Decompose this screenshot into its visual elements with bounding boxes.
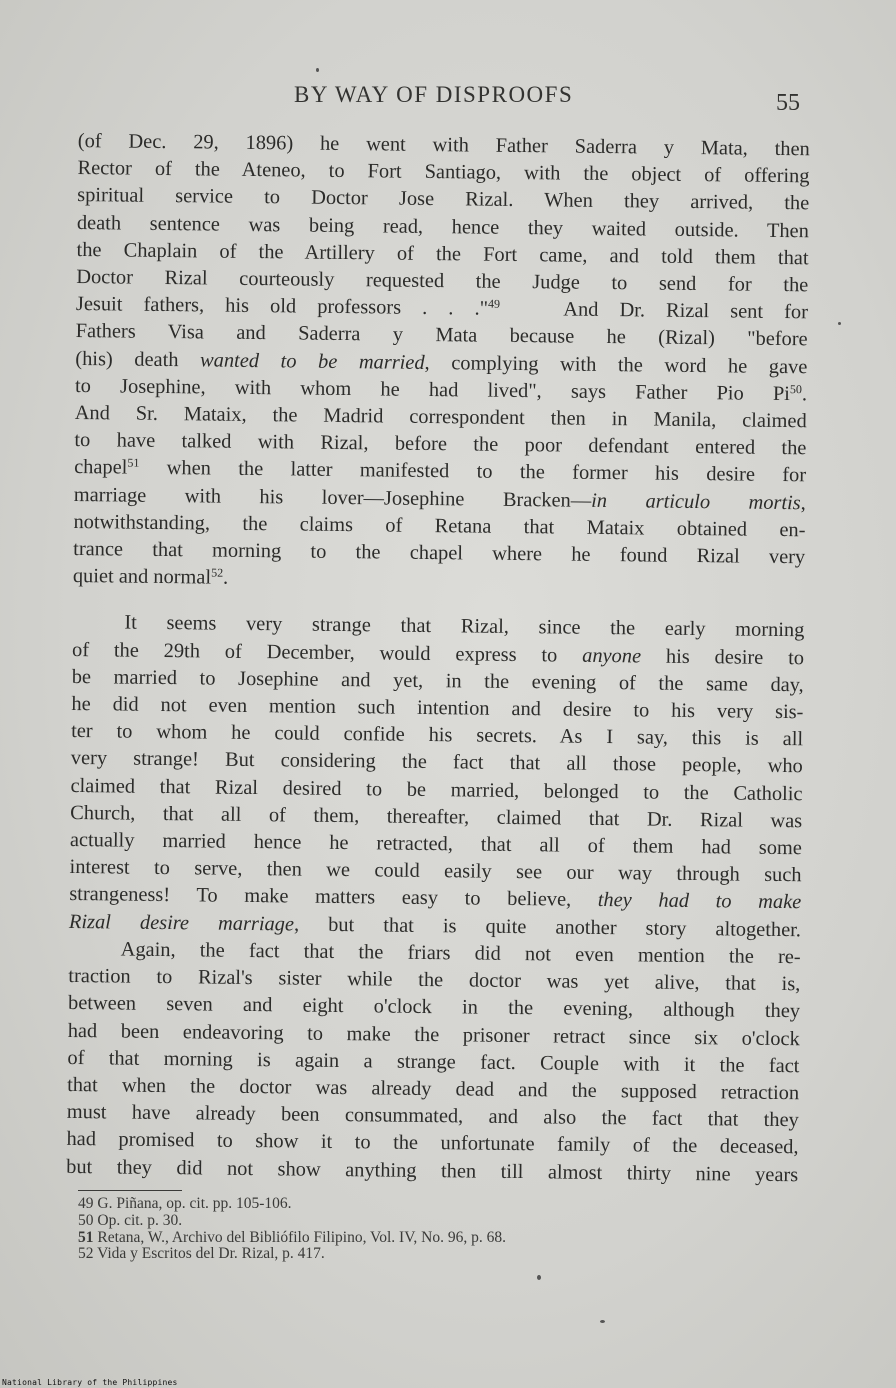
text-line: Again, the fact that the friars did not even mention the re- <box>120 938 801 969</box>
dust-speck <box>537 1275 541 1280</box>
text-line: Rector of the Ateneo, to Fort Santiago, with the object of offering <box>77 157 810 188</box>
text-line: to have talked with Rizal, before the poor defendant entered the <box>74 429 807 460</box>
text-line: must have already been consummated, and also the fact that they <box>66 1101 799 1132</box>
footnote-ref: 49 <box>487 296 501 312</box>
footnotes <box>78 1196 778 1263</box>
running-head: BY WAY OF DISPROOFS <box>294 82 574 107</box>
text-line: Church, that all of them, thereafter, claimed that Dr. Rizal was <box>70 801 803 833</box>
text-line: he did not even mention such intention and desire to his very sis- <box>71 693 804 724</box>
dust-speck <box>838 322 841 325</box>
text-line: Fathers Visa and Saderra y Mata because he (Rizal) "before <box>75 320 808 351</box>
footnote-divider <box>78 1190 182 1191</box>
text-line: but they did not show anything then till almost thirty nine years <box>66 1155 799 1186</box>
footnote-ref: 51 <box>127 456 140 471</box>
text-line: the Chaplain of the Artillery of the Fort came, and told them that <box>76 238 809 270</box>
text-line: (of Dec. 29, 1896) he went with Father Saderra y Mata, then <box>77 129 810 161</box>
text-line: actually married hence he retracted, that all of them had some <box>69 829 802 860</box>
text-line: Rizal desire marriage, but that is quite another story altogether. <box>68 910 802 941</box>
paragraph-2 <box>69 609 805 944</box>
text-line: that when the doctor was already dead and the supposed retraction <box>67 1073 800 1105</box>
text-line: of the 29th of December, would express to anyone his desire to <box>71 638 805 669</box>
text-line: had been endeavoring to make the prisoner retract since six o'clock <box>67 1019 800 1050</box>
body-text <box>66 128 810 1189</box>
text-line: of that morning is again a strange fact. Couple with it the fact <box>67 1046 800 1077</box>
text-line: be married to Josephine and yet, in the evening of the same day, <box>71 665 804 697</box>
text-line: to Josephine, with whom he had lived", says Father Pio Pi$^{50}$. <box>74 374 808 406</box>
footnote-ref: 50 <box>789 381 803 397</box>
footnote-ref: 52 <box>211 565 224 580</box>
text-line: (his) death wanted to be married, complying with the word he gave <box>75 347 808 378</box>
text-line: chapel$^{51}$ when the latter manifested to the former his desire for <box>74 456 807 487</box>
dust-speck <box>600 1320 605 1323</box>
text-line: quiet and normal$^{52}$. <box>72 565 229 589</box>
text-line: And Sr. Mataix, the Madrid correspondent then in Manila, claimed <box>74 402 807 433</box>
text-line: Doctor Rizal courteously requested the Judge to send for the <box>76 266 809 297</box>
dust-speck <box>316 68 319 72</box>
text-line: Jesuit fathers, his old professors . . ."$^{49}$ And Dr. Rizal sent for <box>75 293 809 324</box>
footnote: 49 G. Piñana, op. cit. pp. 105-106. <box>78 1195 292 1212</box>
text-line: death sentence was being read, hence they waited outside. Then <box>76 211 810 242</box>
text-line: notwithstanding, the claims of Retana that Mataix obtained en- <box>73 510 806 542</box>
text-line: very strange! But considering the fact that all those people, who <box>70 747 803 778</box>
footnote: 52 Vida y Escritos del Dr. Rizal, p. 417. <box>78 1245 325 1263</box>
page-number: 55 <box>776 90 800 116</box>
page-header <box>0 80 896 120</box>
text-line: interest to serve, then we could easily see our way through such <box>69 856 802 887</box>
paragraph-1 <box>73 128 810 599</box>
text-line: claimed that Rizal desired to be married, belonged to the Catholic <box>70 774 803 805</box>
text-line: had promised to show it to the unfortunate family of the deceased, <box>66 1128 799 1159</box>
text-line: between seven and eight o'clock in the evening, although they <box>67 992 801 1023</box>
text-line: trance that morning to the chapel where he found Rizal very <box>73 538 806 569</box>
text-line: ter to whom he could confide his secrets. As I say, this is all <box>71 720 804 751</box>
footnote: 50 Op. cit. p. 30. <box>78 1211 183 1229</box>
text-line: strangeness! To make matters easy to believe, they had to make <box>69 883 802 914</box>
text-line: It seems very strange that Rizal, since the early morning <box>124 612 805 642</box>
library-watermark: National Library of the Philippines <box>2 1378 178 1387</box>
footnote: 51 Retana, W., Archivo del Bibliófilo Filipino, Vol. IV, No. 96, p. 68. <box>78 1228 506 1246</box>
text-line: marriage with his lover—Josephine Bracken—in articulo mortis, <box>73 483 806 514</box>
text-line: traction to Rizal's sister while the doctor was yet alive, that is, <box>68 965 801 996</box>
text-line: spiritual service to Doctor Jose Rizal. When they arrived, the <box>77 184 810 215</box>
paragraph-3 <box>66 936 801 1189</box>
